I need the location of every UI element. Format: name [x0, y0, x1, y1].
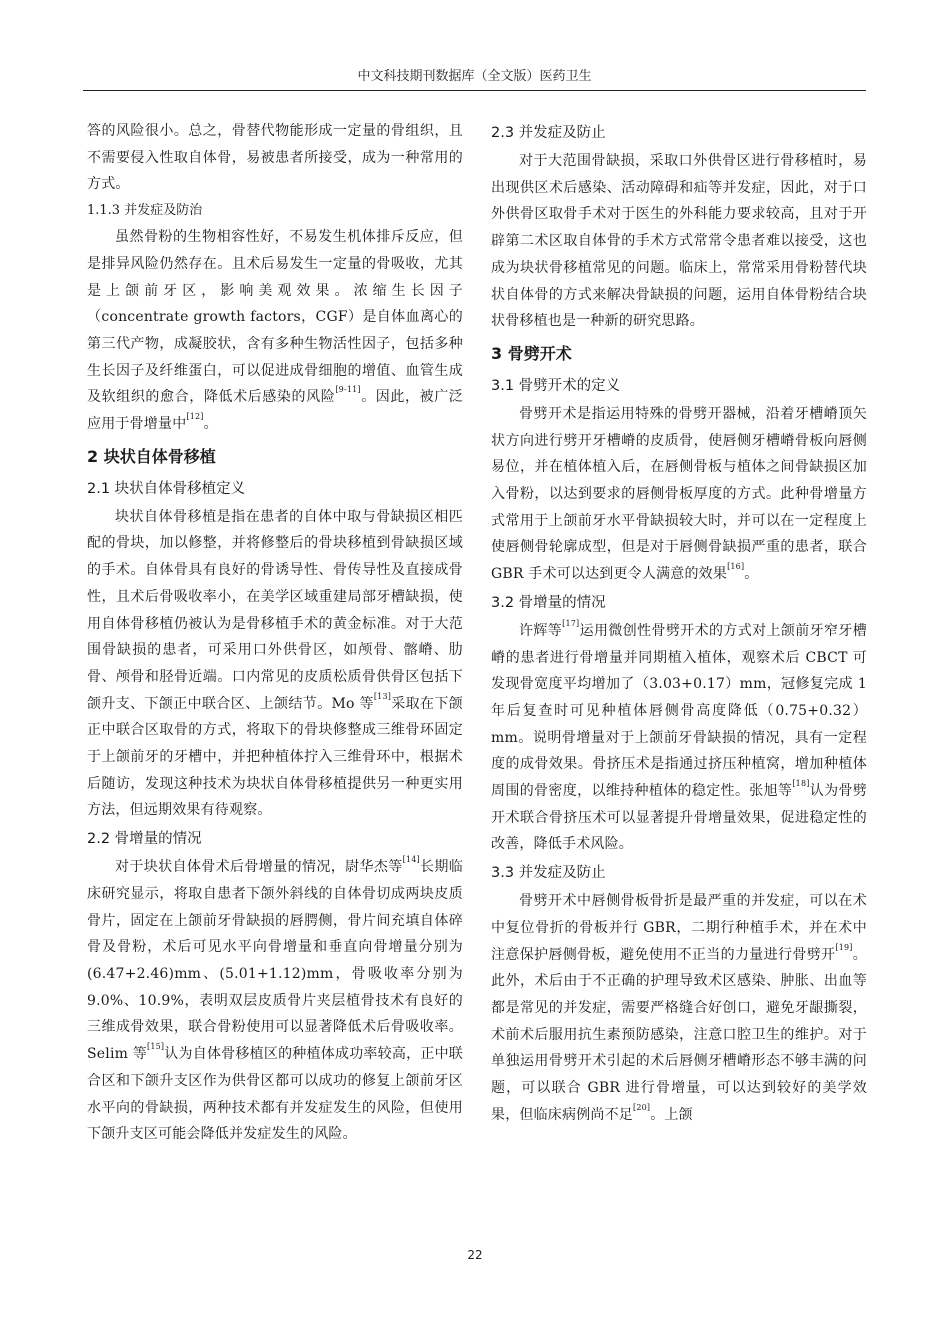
- paragraph-bone-substitute-summary: 答的风险很小。总之，骨替代物能形成一定量的骨组织，且不需要侵入性取自体骨，易被患者所接受，成为一种常用的方式。: [87, 123, 463, 193]
- right-column: [491, 118, 867, 1129]
- page-number: 22: [467, 1248, 483, 1262]
- paragraph-ridge-split-augmentation: 许辉等[17]运用微创性骨劈开术的方式对上颌前牙窄牙槽嵴的患者进行骨增量并同期植入植体，观察术后 CBCT 可发现骨宽度平均增加了（3.03+0.17）mm，冠修复完成 1 年后复查时可见种植体唇侧骨高度降低（0.75+0.32）mm。说明骨增量对于上颌前牙骨缺损的情况，具有一定程度的成骨效果。骨挤压术是指通过挤压种植窝，增加种植体周围的骨密度，以维持种植体的稳定性。张旭等[18]认为骨劈开术联合骨挤压术可以显著提升骨增量效果，促进稳定性的改善，降低手术风险。: [491, 618, 868, 853]
- section-heading-3-2: 3.2 骨增量的情况: [491, 594, 606, 611]
- citation-ref[interactable]: [13]: [373, 691, 392, 701]
- section-heading-1-1-3: 1.1.3 并发症及防治: [87, 203, 203, 219]
- section-heading-2-1: 2.1 块状自体骨移植定义: [87, 480, 246, 497]
- citation-ref[interactable]: [12]: [186, 412, 204, 422]
- citation-ref[interactable]: [20]: [633, 1102, 651, 1112]
- citation-ref[interactable]: [18]: [792, 779, 810, 789]
- citation-ref[interactable]: [19]: [835, 942, 853, 952]
- citation-ref[interactable]: [14]: [402, 855, 420, 865]
- citation-ref[interactable]: [17]: [562, 618, 580, 628]
- paragraph-ridge-split-complications: 骨劈开术中唇侧骨板骨折是最严重的并发症，可以在术中复位骨折的骨板并行 GBR，二期行种植手术，并在术中注意保护唇侧骨板，避免使用不正当的力量进行骨劈开[19]。此外，术后由于不正确的护理导致术区感染、肿胀、出血等都是常见的并发症，需要严格缝合好创口，避免牙龈撕裂，术前术后服用抗生素预防感染，注意口腔卫生的维护。对于单独运用骨劈开术引起的术后唇侧牙槽嵴形态不够丰满的问题，可以联合 GBR 进行骨增量，可以达到较好的美学效果，但临床病例尚不足[20]。上颌: [491, 893, 867, 1123]
- citation-ref[interactable]: [15]: [147, 1042, 165, 1052]
- section-heading-2-2: 2.2 骨增量的情况: [87, 831, 202, 848]
- paragraph-bone-augmentation-block: 对于块状自体骨术后骨增量的情况，尉华杰等[14]长期临床研究显示，将取自患者下颌外斜线的自体骨切成两块皮质骨片，固定在上颌前牙骨缺损的唇腭侧，骨片间充填自体碎骨及骨粉，术后可见水平向骨增量和垂直向骨增量分别为(6.47+2.46)mm、(5.01+1.12)mm，骨吸收率分别为 9.0%、10.9%，表明双层皮质骨片夹层植骨技术有良好的三维成骨效果，联合骨粉使用可以显著降低术后骨吸收率。Selim 等[15]认为自体骨移植区的种植体成功率较高，正中联合区和下颌升支区作为供骨区都可以成功的修复上颌前牙区水平向的骨缺损，两种技术都有并发症发生的风险，但使用下颌升支区可能会降低并发症发生的风险。: [87, 855, 464, 1143]
- paragraph-complications-block: 对于大范围骨缺损，采取口外供骨区进行骨移植时，易出现供区术后感染、活动障碍和疝等并发症，因此，对于口外供骨区取骨手术对于医生的外科能力要求较高，且对于开辟第二术区取自体骨的手术方式常常令患者难以接受，这也成为块状骨移植常见的问题。临床上，常常采用骨粉替代块状自体骨的方式来解决骨缺损的问题，运用自体骨粉结合块状骨移植也是一种新的研究思路。: [491, 153, 867, 330]
- section-heading-3: 3 骨劈开术: [491, 343, 572, 363]
- citation-ref[interactable]: [16]: [727, 562, 745, 572]
- journal-header: 中文科技期刊数据库（全文版）医药卫生: [83, 64, 866, 91]
- paragraph-ridge-split-definition: 骨劈开术是指运用特殊的骨劈开器械，沿着牙槽嵴顶矢状方向进行劈开牙槽嵴的皮质骨，使唇侧牙槽嵴骨板向唇侧易位，并在植体植入后，在唇侧骨板与植体之间骨缺损区加入骨粉，以达到要求的唇侧骨板厚度的方式。此种骨增量方式常用于上颌前牙水平骨缺损较大时，并可以在一定程度上使唇侧骨轮廓成型，但是对于唇侧骨缺损严重的患者，联合 GBR 手术可以达到更令人满意的效果[16]。: [491, 405, 867, 583]
- section-heading-3-3: 3.3 并发症及防止: [491, 865, 606, 882]
- paragraph-block-graft-definition: 块状自体骨移植是指在患者的自体中取与骨缺损区相匹配的骨块，加以修整，并将修整后的骨块移植到骨缺损区域的手术。自体骨具有良好的骨诱导性、骨传导性及直接成骨性，且术后骨吸收率小，在美学区域重建局部牙槽缺损，使用自体骨移植仍被认为是骨移植手术的黄金标准。对于大范围骨缺损的患者，可采用口外供骨区，如颅骨、髂嵴、肋骨、颅骨和胫骨近端。口内常见的皮质松质骨供骨区包括下颌升支、下颌正中联合区、上颌结节。Mo 等[13]采取在下颌正中联合区取骨的方式，将取下的骨块修整成三维骨环固定于上颌前牙的牙槽中，并把种植体拧入三维骨环中，根据术后随访，发现这种技术为块状自体骨移植提供另一种更实用方法，但远期效果有待观察。: [87, 508, 463, 819]
- citation-ref[interactable]: [9-11]: [335, 385, 361, 395]
- paragraph-cgf: 虽然骨粉的生物相容性好，不易发生机体排斥反应，但是排异风险仍然存在。且术后易发生一定量的骨吸收，尤其是上颌前牙区，影响美观效果。浓缩生长因子（concentrate growth factors，CGF）是自体血离心的第三代产物，成凝胶状，含有多种生物活性因子，包括多种生长因子及纤维蛋白，可以促进成骨细胞的增值、血管生成及软组织的愈合，降低术后感染的风险[9-11]。因此，被广泛应用于骨增量中[12]。: [87, 229, 463, 433]
- section-heading-3-1: 3.1 骨劈开术的定义: [491, 377, 621, 394]
- section-heading-2-3: 2.3 并发症及防止: [491, 125, 606, 141]
- section-heading-2: 2 块状自体骨移植: [87, 446, 216, 466]
- left-column: [87, 118, 463, 1148]
